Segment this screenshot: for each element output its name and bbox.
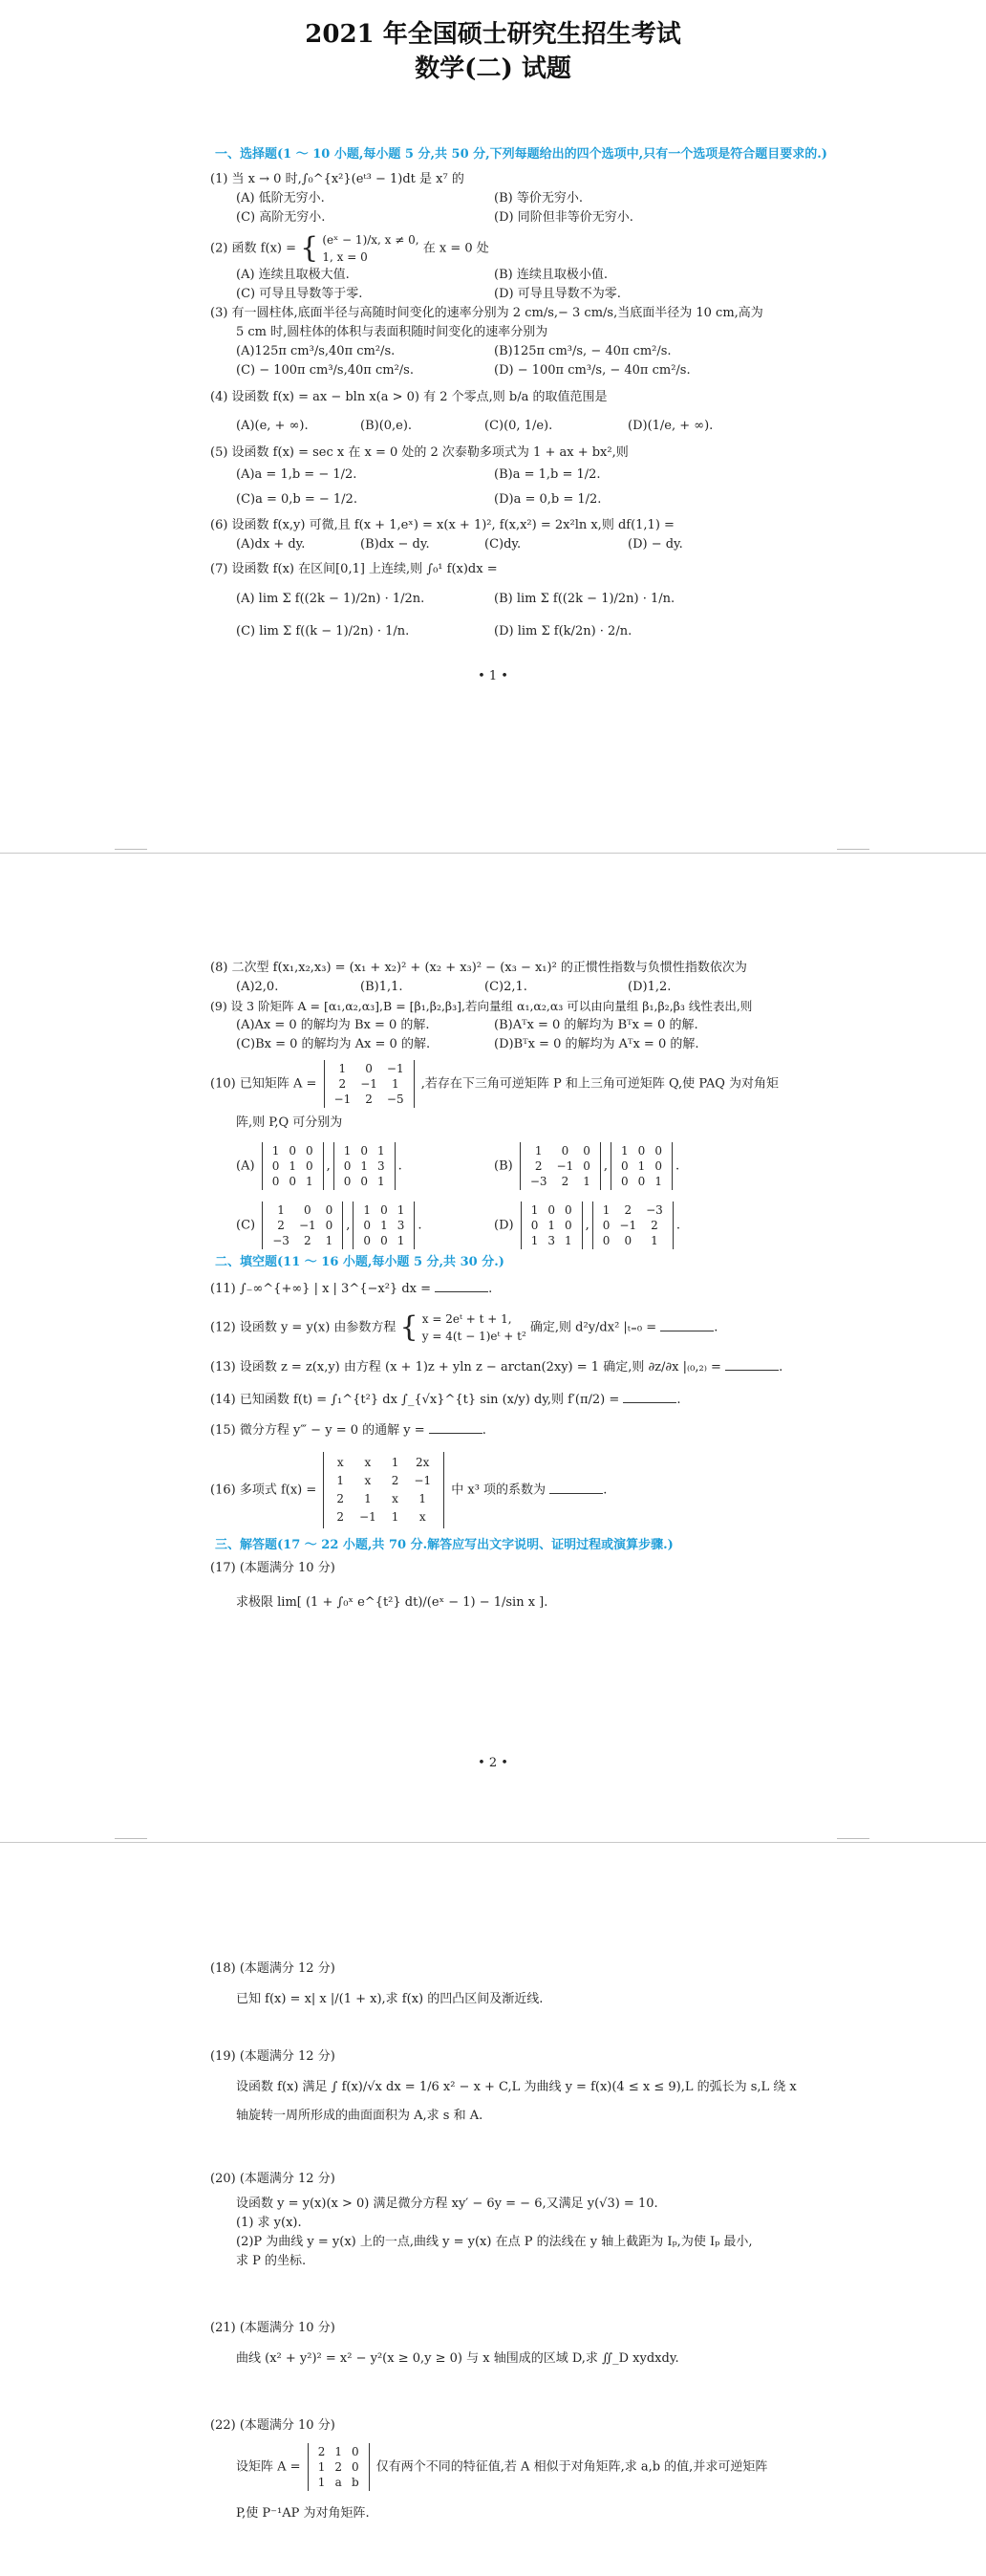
matrix-cell: 1 bbox=[654, 1175, 662, 1188]
exam-page-1 bbox=[0, 0, 986, 851]
matrix-cell: 1 bbox=[305, 1175, 313, 1188]
option: (B)(0,e). bbox=[360, 419, 413, 433]
option-b: (B) 1 0 0 2 −1 0 −3 2 1 , 1 0 0 0 1 0 0 0 1 . bbox=[494, 1144, 680, 1188]
question-13: (13) 设函数 z = z(x,y) 由方程 (x + 1)z + yln z − arctan(2xy) = 1 确定,则 ∂z/∂x |₍₀,₂₎ = . bbox=[210, 1360, 783, 1375]
matrix-cell: 0 bbox=[305, 1159, 313, 1173]
matrix-cell: 1 bbox=[377, 1144, 385, 1158]
page-divider bbox=[0, 1842, 986, 1843]
matrix-cell: −1 bbox=[386, 1062, 404, 1075]
matrix-cell: 2 bbox=[336, 1510, 345, 1524]
option: (D)1,2. bbox=[628, 980, 672, 994]
matrix-cell: 1 bbox=[534, 1144, 543, 1158]
matrix-cell: 0 bbox=[380, 1234, 388, 1247]
matrix-cell: 1 bbox=[377, 1175, 385, 1188]
section-fill-in-header: 二、填空题(11 ～ 16 小题,每小题 5 分,共 30 分.) bbox=[215, 1255, 504, 1269]
matrix-cell: x bbox=[418, 1510, 426, 1524]
option: (A)(e, + ∞). bbox=[236, 419, 309, 433]
question-19-header: (19) (本题满分 12 分) bbox=[210, 2049, 335, 2064]
question-15: (15) 微分方程 y‴ − y = 0 的通解 y = . bbox=[210, 1423, 486, 1438]
matrix-cell: x bbox=[364, 1474, 372, 1487]
option: (D) 同阶但非等价无穷小. bbox=[494, 210, 633, 225]
question-2: (2) 函数 f(x) = { (eˣ − 1)/x, x ≠ 0, 1, x = 0 在 x = 0 处 bbox=[210, 231, 489, 265]
question-3-options bbox=[210, 342, 843, 380]
matrix-cell: 0 bbox=[565, 1219, 572, 1232]
matrix-cell: 0 bbox=[654, 1144, 662, 1158]
question-3: (3) 有一圆柱体,底面半径与高随时间变化的速率分别为 2 cm/s,− 3 cm/s,当底面半径为 10 cm,高为 bbox=[210, 306, 763, 320]
question-14: (14) 已知函数 f(t) = ∫₁^{t²} dx ∫_{√x}^{t} sin (x/y) dy,则 f′(π/2) = . bbox=[210, 1393, 681, 1407]
page-divider bbox=[0, 853, 986, 854]
matrix-a bbox=[308, 2443, 370, 2491]
exam-subtitle: 数学(二) 试题 bbox=[415, 54, 571, 83]
question-18-body: 已知 f(x) = x| x |/(1 + x),求 f(x) 的凹凸区间及渐近线. bbox=[236, 1992, 544, 2006]
matrix-cell: −3 bbox=[529, 1175, 547, 1188]
matrix-cell: 0 bbox=[565, 1203, 572, 1217]
matrix-cell: −1 bbox=[360, 1077, 377, 1091]
exam-page-2 bbox=[0, 855, 986, 1840]
matrix-cell: −1 bbox=[556, 1159, 574, 1173]
option-a: (A) 1 0 0 0 1 0 0 0 1 , 1 0 1 0 1 3 0 0 1 . bbox=[236, 1144, 402, 1188]
matrix-cell: 0 bbox=[360, 1144, 369, 1158]
matrix-cell: 2 bbox=[391, 1474, 399, 1487]
matrix-cell: 0 bbox=[602, 1219, 611, 1232]
matrix-cell: 2 bbox=[338, 1077, 347, 1091]
section-multiple-choice-header: 一、选择题(1 ～ 10 小题,每小题 5 分,共 50 分,下列每题给出的四个选项中,只有一个选项是符合题目要求的.) bbox=[215, 147, 827, 162]
determinant bbox=[323, 1452, 444, 1528]
matrix-cell: 1 bbox=[363, 1203, 372, 1217]
option: (D)a = 0,b = 1/2. bbox=[494, 492, 602, 507]
matrix-cell: −3 bbox=[272, 1234, 289, 1247]
matrix-cell: 1 bbox=[364, 1492, 372, 1505]
question-9-options bbox=[210, 1016, 843, 1054]
question-20-body: 设函数 y = y(x)(x > 0) 满足微分方程 xy′ − 6y = − 6,又满足 y(√3) = 10. bbox=[236, 2197, 658, 2211]
matrix-cell: 1 bbox=[325, 1234, 333, 1247]
matrix-cell: −3 bbox=[646, 1203, 663, 1217]
matrix-cell: 1 bbox=[418, 1492, 427, 1505]
matrix-cell: 1 bbox=[391, 1456, 399, 1469]
matrix-cell: 3 bbox=[397, 1219, 405, 1232]
matrix-cell: 0 bbox=[343, 1159, 352, 1173]
option: (C) 高阶无穷小. bbox=[236, 210, 326, 225]
question-6: (6) 设函数 f(x,y) 可微,且 f(x + 1,eˣ) = x(x + 1)², f(x,x²) = 2x²ln x,则 df(1,1) = bbox=[210, 518, 675, 532]
question-19-body-cont: 轴旋转一周所形成的曲面面积为 A,求 s 和 A. bbox=[236, 2109, 483, 2123]
matrix-cell: 1 bbox=[621, 1144, 629, 1158]
matrix-cell: 0 bbox=[583, 1159, 590, 1173]
question-3-cont: 5 cm 时,圆柱体的体积与表面积随时间变化的速率分别为 bbox=[236, 325, 548, 339]
matrix-cell: 1 bbox=[343, 1144, 352, 1158]
question-8-options bbox=[210, 978, 843, 997]
question-18-header: (18) (本题满分 12 分) bbox=[210, 1961, 335, 1976]
option: (C) − 100π cm³/s,40π cm²/s. bbox=[236, 363, 414, 378]
matrix-cell: 1 bbox=[397, 1203, 405, 1217]
matrix-cell: 0 bbox=[365, 1062, 373, 1075]
section-solution-header: 三、解答题(17 ～ 22 小题,共 70 分.解答应写出文字说明、证明过程或演算步骤.) bbox=[215, 1538, 674, 1552]
matrix-cell: 1 bbox=[547, 1219, 555, 1232]
page-number: • 1 • bbox=[478, 669, 508, 683]
matrix-cell: 1 bbox=[317, 2460, 326, 2474]
question-7-options bbox=[210, 583, 843, 648]
question-16: (16) 多项式 f(x) = x x 1 2x 1 x 2 −1 2 1 x 1 2 −1 1 x 中 x³ 项的系数为 . bbox=[210, 1452, 843, 1528]
option: (D)Bᵀx = 0 的解均为 Aᵀx = 0 的解. bbox=[494, 1037, 699, 1051]
matrix-cell: 2 bbox=[277, 1219, 285, 1232]
matrix-cell: 1 bbox=[380, 1219, 388, 1232]
matrix-cell: 0 bbox=[360, 1175, 369, 1188]
matrix-cell: x bbox=[392, 1492, 398, 1505]
option: (D) lim Σ f(k/2n) · 2/n. bbox=[494, 624, 632, 639]
matrix-cell: 0 bbox=[351, 2445, 359, 2458]
option-d: (D) 1 0 0 0 1 0 1 3 1 , 1 2 −3 0 −1 2 0 0 1 . bbox=[494, 1203, 680, 1247]
matrix-cell: 0 bbox=[637, 1175, 646, 1188]
option: (B)Aᵀx = 0 的解均为 Bᵀx = 0 的解. bbox=[494, 1018, 698, 1032]
option: (A)125π cm³/s,40π cm²/s. bbox=[236, 344, 396, 358]
matrix-cell: 2 bbox=[561, 1175, 569, 1188]
question-21-header: (21) (本题满分 10 分) bbox=[210, 2321, 335, 2335]
option: (A) 低阶无穷小. bbox=[236, 191, 325, 206]
matrix-cell: 2 bbox=[334, 2460, 342, 2474]
question-20-header: (20) (本题满分 12 分) bbox=[210, 2172, 335, 2186]
matrix-cell: 0 bbox=[289, 1144, 296, 1158]
question-5-options bbox=[210, 463, 843, 512]
option-c: (C) 1 0 0 2 −1 0 −3 2 1 , 1 0 1 0 1 3 0 0 1 . bbox=[236, 1203, 422, 1247]
matrix-cell: −1 bbox=[333, 1093, 352, 1106]
option: (C)dy. bbox=[484, 537, 522, 552]
matrix-cell: 0 bbox=[602, 1234, 611, 1247]
matrix-cell: 1 bbox=[397, 1234, 405, 1247]
option: (D) 可导且导数不为零. bbox=[494, 287, 621, 301]
matrix-cell: 3 bbox=[377, 1159, 385, 1173]
option: (C)Bx = 0 的解均为 Ax = 0 的解. bbox=[236, 1037, 431, 1051]
matrix-cell: 0 bbox=[363, 1219, 372, 1232]
matrix-cell: 0 bbox=[303, 1203, 311, 1217]
matrix-cell: 1 bbox=[336, 1474, 345, 1487]
option: (A)a = 1,b = − 1/2. bbox=[236, 467, 357, 482]
question-4: (4) 设函数 f(x) = ax − bln x(a > 0) 有 2 个零点,则 b/a 的取值范围是 bbox=[210, 390, 608, 404]
matrix-cell: 2 bbox=[303, 1234, 311, 1247]
matrix-cell: x bbox=[364, 1456, 372, 1469]
matrix-cell: x bbox=[336, 1456, 344, 1469]
question-21-body: 曲线 (x² + y²)² = x² − y²(x ≥ 0,y ≥ 0) 与 x 轴围成的区域 D,求 ∬_D xydxdy. bbox=[236, 2351, 679, 2366]
option: (B) lim Σ f((2k − 1)/2n) · 1/n. bbox=[494, 592, 675, 606]
matrix-cell: −1 bbox=[619, 1219, 637, 1232]
matrix-cell: 1 bbox=[602, 1203, 611, 1217]
matrix-cell: 1 bbox=[391, 1077, 399, 1091]
matrix-cell: 0 bbox=[271, 1175, 280, 1188]
option: (C)a = 0,b = − 1/2. bbox=[236, 492, 357, 507]
matrix-cell: 1 bbox=[391, 1510, 399, 1524]
matrix-cell: 2 bbox=[624, 1203, 632, 1217]
question-8: (8) 二次型 f(x₁,x₂,x₃) = (x₁ + x₂)² + (x₂ + x₃)² − (x₃ − x₁)² 的正惯性指数与负惯性指数依次为 bbox=[210, 961, 747, 975]
matrix-cell: 1 bbox=[338, 1062, 347, 1075]
option: (B)125π cm³/s, − 40π cm²/s. bbox=[494, 344, 672, 358]
option: (B) 连续且取极小值. bbox=[494, 268, 608, 282]
matrix-cell: 1 bbox=[334, 2445, 342, 2458]
matrix-cell: 2x bbox=[416, 1456, 430, 1469]
matrix-cell: 0 bbox=[583, 1144, 590, 1158]
question-11: (11) ∫₋∞^{+∞} | x | 3^{−x²} dx = . bbox=[210, 1282, 493, 1296]
question-20-part-2-cont: 求 P 的坐标. bbox=[236, 2254, 307, 2268]
matrix-cell: 0 bbox=[654, 1159, 662, 1173]
matrix-cell: 2 bbox=[365, 1093, 373, 1106]
question-20-part-1: (1) 求 y(x). bbox=[236, 2216, 302, 2230]
matrix-cell: 2 bbox=[651, 1219, 658, 1232]
matrix-cell: −1 bbox=[414, 1474, 432, 1487]
matrix-cell: 0 bbox=[343, 1175, 352, 1188]
matrix-cell: 0 bbox=[289, 1175, 296, 1188]
matrix-cell: 1 bbox=[317, 2476, 326, 2489]
matrix-cell: 1 bbox=[583, 1175, 590, 1188]
question-7: (7) 设函数 f(x) 在区间[0,1] 上连续,则 ∫₀¹ f(x)dx = bbox=[210, 562, 498, 576]
matrix-cell: 2 bbox=[534, 1159, 543, 1173]
option: (A)Ax = 0 的解均为 Bx = 0 的解. bbox=[236, 1018, 430, 1032]
matrix-cell: 1 bbox=[271, 1144, 280, 1158]
matrix-cell: 0 bbox=[561, 1144, 569, 1158]
matrix-cell: 0 bbox=[325, 1219, 333, 1232]
option: (C)2,1. bbox=[484, 980, 527, 994]
question-4-options bbox=[210, 417, 843, 436]
matrix-cell: 0 bbox=[271, 1159, 280, 1173]
matrix-cell: 0 bbox=[547, 1203, 555, 1217]
matrix-cell: −1 bbox=[359, 1510, 376, 1524]
question-1-options bbox=[210, 189, 843, 227]
matrix-cell: 1 bbox=[530, 1203, 539, 1217]
matrix-cell: b bbox=[351, 2476, 359, 2489]
question-22-body: 设矩阵 A = 2 1 0 1 2 0 1 a b 仅有两个不同的特征值,若 A 相似于对角矩阵,求 a,b 的值,并求可逆矩阵 bbox=[236, 2445, 768, 2489]
option: (A)dx + dy. bbox=[236, 537, 306, 552]
question-9: (9) 设 3 阶矩阵 A = [α₁,α₂,α₃],B = [β₁,β₂,β₃],若向量组 α₁,α₂,α₃ 可以由向量组 β₁,β₂,β₃ 线性表出,则 bbox=[210, 999, 753, 1013]
option: (D) − 100π cm³/s, − 40π cm²/s. bbox=[494, 363, 691, 378]
question-22-header: (22) (本题满分 10 分) bbox=[210, 2418, 335, 2433]
brace: { bbox=[300, 231, 319, 265]
matrix-cell: 0 bbox=[624, 1234, 632, 1247]
option: (A)2,0. bbox=[236, 980, 279, 994]
matrix-a bbox=[324, 1060, 415, 1108]
option: (D) − dy. bbox=[628, 537, 683, 552]
matrix-cell: 2 bbox=[336, 1492, 345, 1505]
option: (D)(1/e, + ∞). bbox=[628, 419, 714, 433]
matrix-cell: 0 bbox=[530, 1219, 539, 1232]
exam-page-3 bbox=[0, 1845, 986, 2576]
option: (A) 连续且取极大值. bbox=[236, 268, 350, 282]
matrix-cell: 0 bbox=[621, 1159, 629, 1173]
matrix-cell: 1 bbox=[277, 1203, 285, 1217]
question-17-header: (17) (本题满分 10 分) bbox=[210, 1561, 335, 1575]
option: (B)dx − dy. bbox=[360, 537, 430, 552]
option: (C) lim Σ f((k − 1)/2n) · 1/n. bbox=[236, 624, 410, 639]
matrix-cell: 1 bbox=[565, 1234, 572, 1247]
question-5: (5) 设函数 f(x) = sec x 在 x = 0 处的 2 次泰勒多项式为 1 + ax + bx²,则 bbox=[210, 445, 629, 460]
question-22-body-cont: P,使 P⁻¹AP 为对角矩阵. bbox=[236, 2506, 370, 2521]
option: (B)a = 1,b = 1/2. bbox=[494, 467, 601, 482]
matrix-cell: −1 bbox=[298, 1219, 316, 1232]
question-2-options bbox=[210, 266, 843, 304]
matrix-cell: 0 bbox=[325, 1203, 333, 1217]
matrix-cell: 0 bbox=[363, 1234, 372, 1247]
option: (C)(0, 1/e). bbox=[484, 419, 553, 433]
matrix-cell: 0 bbox=[380, 1203, 388, 1217]
matrix-cell: −5 bbox=[386, 1093, 404, 1106]
question-6-options bbox=[210, 535, 843, 554]
matrix-cell: 0 bbox=[305, 1144, 313, 1158]
option: (B)1,1. bbox=[360, 980, 403, 994]
question-10-cont: 阵,则 P,Q 可分别为 bbox=[236, 1115, 343, 1130]
matrix-cell: 0 bbox=[351, 2460, 359, 2474]
question-1: (1) 当 x → 0 时,∫₀^{x²}(eᵗ³ − 1)dt 是 x⁷ 的 bbox=[210, 172, 464, 186]
page-number: • 2 • bbox=[478, 1756, 508, 1770]
matrix-cell: 3 bbox=[547, 1234, 555, 1247]
option: (B) 等价无穷小. bbox=[494, 191, 583, 206]
matrix-cell: 1 bbox=[637, 1159, 646, 1173]
question-19-body: 设函数 f(x) 满足 ∫ f(x)/√x dx = 1/6 x² − x + C,L 为曲线 y = f(x)(4 ≤ x ≤ 9),L 的弧长为 s,L 绕 x bbox=[236, 2080, 797, 2094]
matrix-cell: 0 bbox=[637, 1144, 646, 1158]
matrix-cell: 1 bbox=[530, 1234, 539, 1247]
matrix-cell: 1 bbox=[360, 1159, 369, 1173]
matrix-cell: 1 bbox=[651, 1234, 658, 1247]
question-17-body: 求极限 lim[ (1 + ∫₀ˣ e^{t²} dt)/(eˣ − 1) − 1/sin x ]. bbox=[236, 1595, 548, 1610]
question-20-part-2: (2)P 为曲线 y = y(x) 上的一点,曲线 y = y(x) 在点 P 的法线在 y 轴上截距为 Iₚ,为使 Iₚ 最小, bbox=[236, 2235, 753, 2249]
exam-title: 2021 年全国硕士研究生招生考试 bbox=[305, 20, 681, 49]
matrix-cell: a bbox=[334, 2476, 342, 2489]
option: (A) lim Σ f((2k − 1)/2n) · 1/2n. bbox=[236, 592, 425, 606]
question-10-options bbox=[210, 1142, 843, 1249]
matrix-cell: 0 bbox=[621, 1175, 629, 1188]
matrix-cell: 2 bbox=[317, 2445, 326, 2458]
question-12: (12) 设函数 y = y(x) 由参数方程 { x = 2eᵗ + t + 1, y = 4(t − 1)eᵗ + t² 确定,则 d²y/dx² |ₜ₌₀ = . bbox=[210, 1310, 718, 1344]
matrix-cell: 1 bbox=[289, 1159, 296, 1173]
question-10: (10) 已知矩阵 A = 1 0 −1 2 −1 1 −1 2 −5 ,若存在下三角可逆矩阵 P 和上三角可逆矩阵 Q,使 PAQ 为对角矩 bbox=[210, 1062, 780, 1106]
option: (C) 可导且导数等于零. bbox=[236, 287, 363, 301]
